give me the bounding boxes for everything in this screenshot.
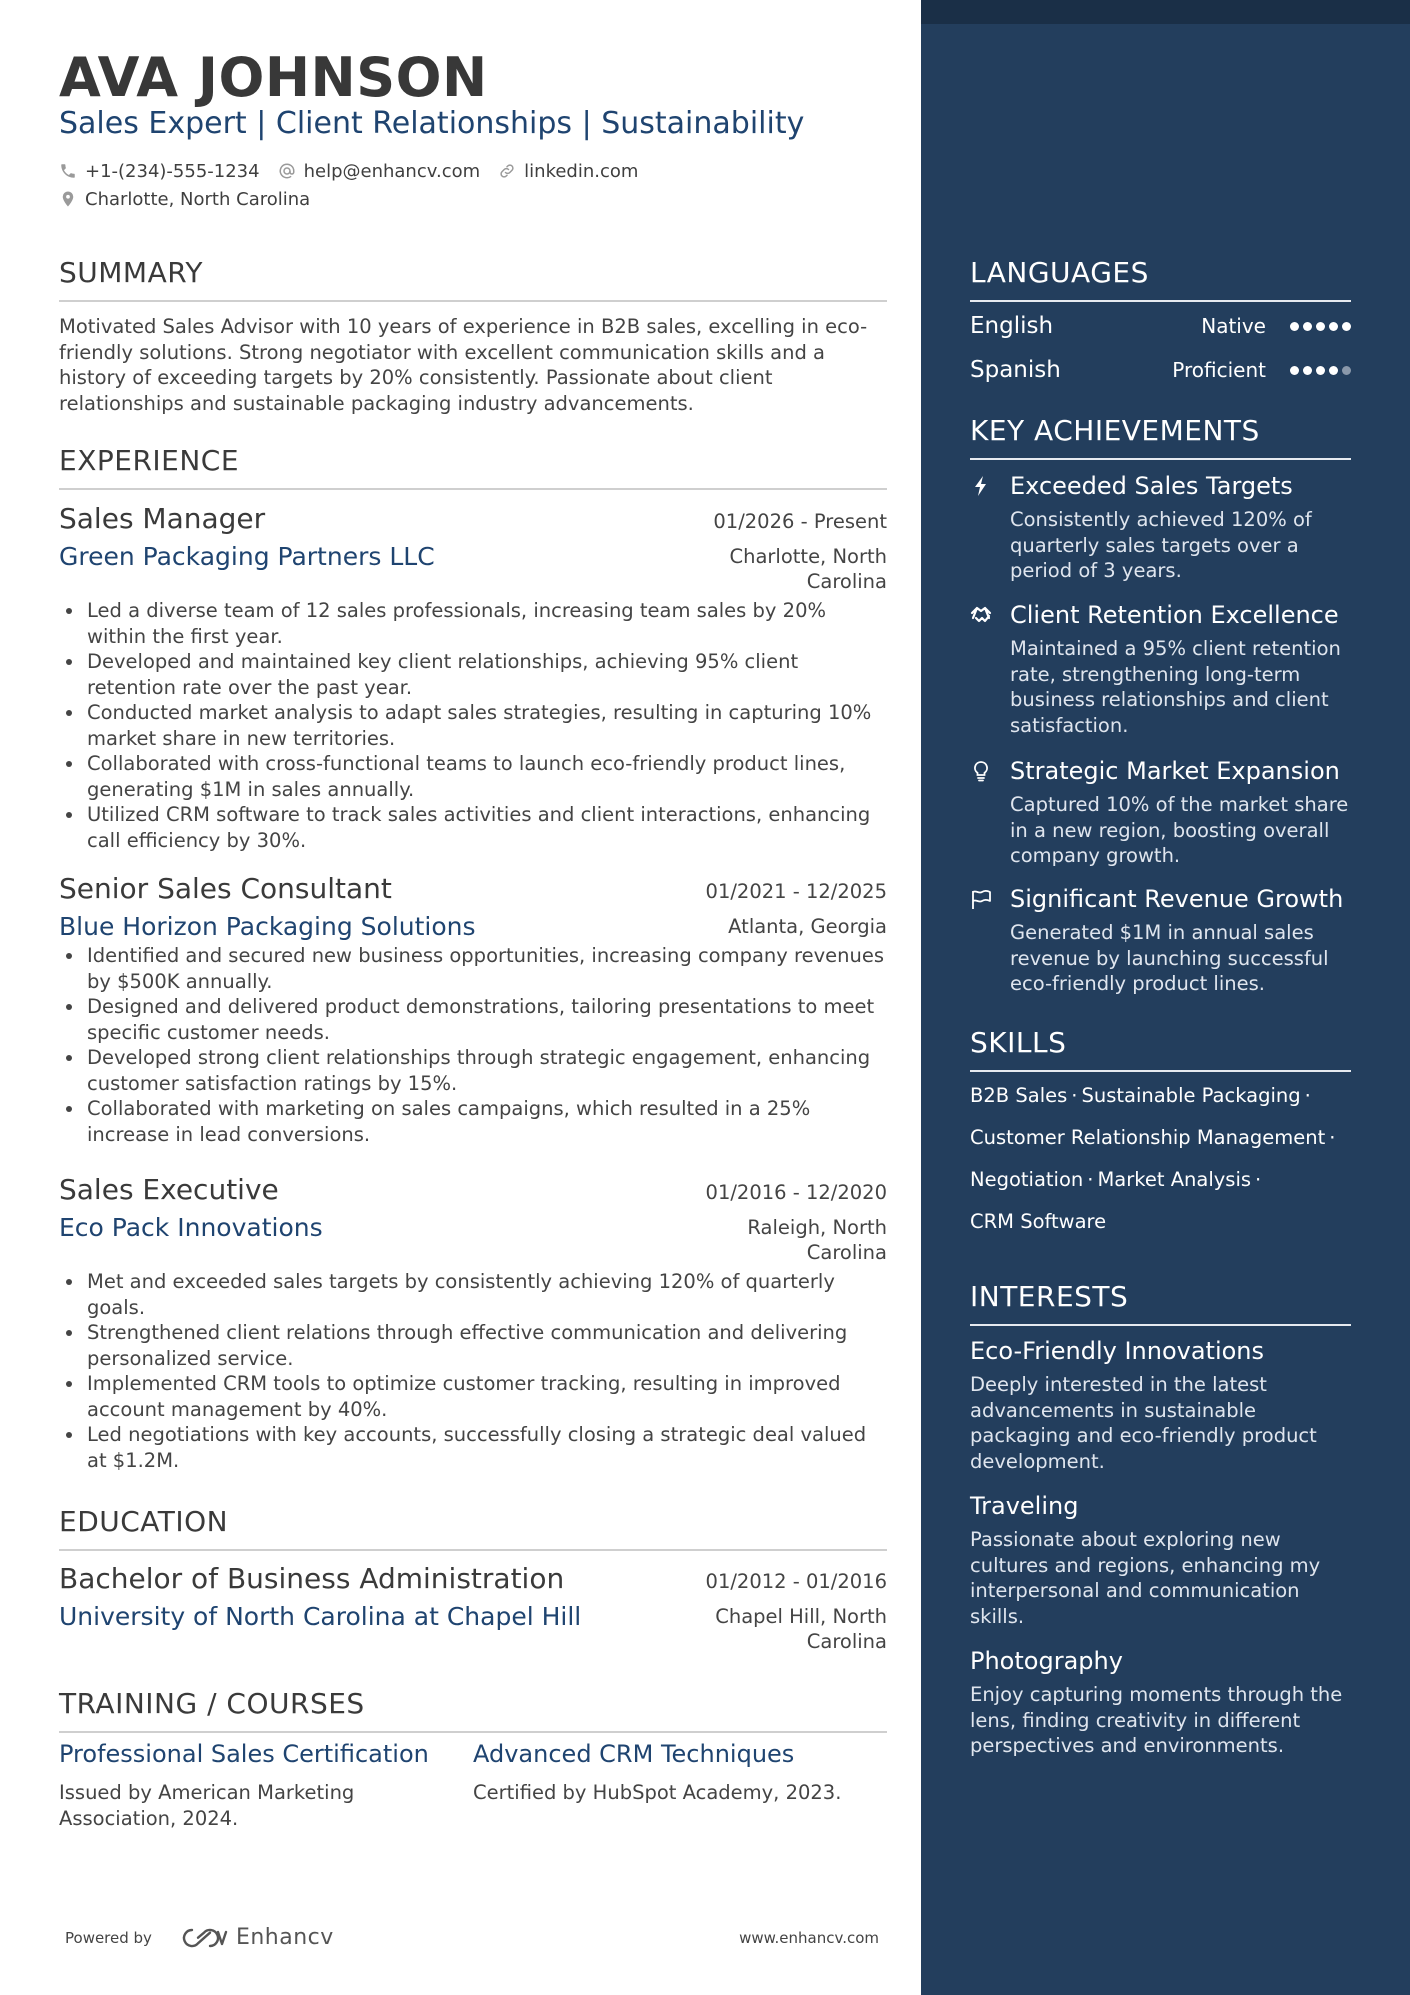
job-location: Atlanta, Georgia (728, 915, 887, 938)
job-bullet: Collaborated with cross-functional teams to launch eco-friendly product lines, generating $1M in sales annually. (59, 751, 887, 802)
job-bullet: Designed and delivered product demonstrations, tailoring presentations to meet specific customer needs. (59, 994, 887, 1045)
skills-list (970, 1081, 1351, 1249)
job-location: Raleigh, North Carolina (747, 1216, 887, 1264)
interest-title: Photography (970, 1647, 1123, 1675)
powered-by-label: Powered by (65, 1928, 152, 1947)
education-heading: EDUCATION (59, 1505, 887, 1551)
footer (65, 1925, 879, 1950)
achievement-item (970, 471, 1351, 584)
brand-name: Enhancv (235, 1925, 334, 1950)
achievement-item (970, 756, 1351, 869)
candidate-tagline: Sales Expert | Client Relationships | Sustainability (59, 106, 805, 141)
candidate-name: AVA JOHNSON (59, 46, 488, 109)
skill-separator: · (1304, 1084, 1311, 1107)
rating-dot (1290, 322, 1299, 331)
footer-url[interactable]: www.enhancv.com (739, 1928, 879, 1947)
phone-text: +1-(234)-555-1234 (85, 160, 260, 182)
language-name: Spanish (970, 357, 1061, 383)
job-bullets (59, 943, 887, 1147)
job-bullet: Identified and secured new business opportunities, increasing company revenues by $500K annually. (59, 943, 887, 994)
job-entry (59, 871, 887, 1147)
job-date: 01/2021 - 12/2025 (705, 880, 887, 903)
rating-dot (1290, 366, 1299, 375)
rating-dot (1342, 366, 1351, 375)
job-title: Sales Manager (59, 502, 266, 535)
skill-tag: Customer Relationship Management (970, 1126, 1326, 1149)
interest-title: Traveling (970, 1492, 1079, 1520)
language-rating (1286, 366, 1351, 375)
courses-list (59, 1738, 887, 1831)
sidebar (921, 0, 1410, 1995)
education-date: 01/2012 - 01/2016 (705, 1570, 887, 1593)
achievement-title: Client Retention Excellence (1010, 601, 1339, 629)
skill-tag: Market Analysis (1097, 1168, 1252, 1191)
enhancv-logo-icon (180, 1926, 228, 1950)
rating-dot (1303, 322, 1312, 331)
job-entry (59, 1172, 887, 1473)
rating-dot (1303, 366, 1312, 375)
contact-info (59, 158, 656, 214)
enhancv-logo[interactable] (180, 1925, 362, 1950)
job-bullet: Utilized CRM software to track sales activities and client interactions, enhancing call efficiency by 30%. (59, 802, 887, 853)
job-bullet: Conducted market analysis to adapt sales strategies, resulting in capturing 10% market share in new territories. (59, 700, 887, 751)
interest-item (970, 1646, 1351, 1759)
degree-title: Bachelor of Business Administration (59, 1562, 565, 1595)
skills-heading: SKILLS (970, 1026, 1351, 1072)
interest-desc: Deeply interested in the latest advancements in sustainable packaging and eco-friendly product development. (970, 1373, 1317, 1473)
course-title: Professional Sales Certification (59, 1740, 429, 1768)
school-location: Chapel Hill, North Carolina (715, 1605, 887, 1653)
job-bullet: Led negotiations with key accounts, successfully closing a strategic deal valued at $1.2M. (59, 1422, 887, 1473)
lightning-icon (970, 475, 992, 497)
rating-dot (1329, 366, 1338, 375)
skill-tag: CRM Software (970, 1210, 1107, 1233)
job-bullet: Implemented CRM tools to optimize customer tracking, resulting in improved account management by 40%. (59, 1371, 887, 1422)
skill-separator: · (1087, 1168, 1094, 1191)
language-level: Proficient (1172, 358, 1266, 382)
languages-heading: LANGUAGES (970, 256, 1351, 302)
achievement-title: Exceeded Sales Targets (1010, 472, 1293, 500)
at-icon (278, 162, 296, 180)
achievement-desc: Maintained a 95% client retention rate, strengthening long-term business relationships and client satisfaction. (1010, 637, 1341, 737)
linkedin-contact[interactable] (498, 161, 638, 182)
summary-heading: SUMMARY (59, 256, 887, 302)
rating-dot (1329, 322, 1338, 331)
skill-separator: · (1329, 1126, 1336, 1149)
location-contact (59, 189, 310, 210)
job-entry (59, 501, 887, 853)
skill-separator: · (1071, 1084, 1078, 1107)
achievement-desc: Generated $1M in annual sales revenue by launching successful eco-friendly product lines. (1010, 921, 1329, 995)
company-name: Eco Pack Innovations (59, 1213, 323, 1242)
language-level: Native (1201, 314, 1266, 338)
email-text: help@enhancv.com (303, 160, 481, 182)
experience-heading: EXPERIENCE (59, 444, 887, 490)
sidebar-top-band (921, 0, 1410, 24)
phone-icon (59, 162, 77, 180)
course-title: Advanced CRM Techniques (473, 1740, 795, 1768)
achievement-title: Significant Revenue Growth (1010, 885, 1344, 913)
education-entry (59, 1561, 887, 1654)
achievement-desc: Consistently achieved 120% of quarterly sales targets over a period of 3 years. (1010, 508, 1312, 582)
language-name: English (970, 313, 1054, 339)
rating-dot (1316, 366, 1325, 375)
job-bullets (59, 598, 887, 853)
company-name: Blue Horizon Packaging Solutions (59, 912, 476, 941)
location-text: Charlotte, North Carolina (85, 188, 311, 210)
training-heading: TRAINING / COURSES (59, 1687, 887, 1733)
summary-text: Motivated Sales Advisor with 10 years of experience in B2B sales, excelling in eco-friendly solutions. Strong negotiator with excellent communication skills and a history of exceeding targets by 20% consistently. Passionate about client relationships and sustainable packaging industry advancements. (59, 315, 868, 415)
skill-tag: Sustainable Packaging (1081, 1084, 1301, 1107)
interest-title: Eco-Friendly Innovations (970, 1337, 1265, 1365)
course-item (473, 1738, 887, 1831)
flag-icon (970, 888, 992, 910)
location-pin-icon (59, 190, 77, 208)
job-location: Charlotte, North Carolina (729, 545, 887, 593)
job-date: 01/2016 - 12/2020 (705, 1181, 887, 1204)
achievement-item (970, 600, 1351, 738)
achievement-title: Strategic Market Expansion (1010, 757, 1340, 785)
job-date: 01/2026 - Present (713, 510, 887, 533)
job-bullet: Developed strong client relationships through strategic engagement, enhancing customer satisfaction ratings by 15%. (59, 1045, 887, 1096)
interest-desc: Passionate about exploring new cultures and regions, enhancing my interpersonal and communication skills. (970, 1528, 1321, 1628)
handshake-icon (970, 604, 992, 626)
lightbulb-icon (970, 760, 992, 782)
skill-separator: · (1255, 1168, 1262, 1191)
link-icon (498, 162, 516, 180)
course-desc: Issued by American Marketing Association, 2024. (59, 1781, 355, 1830)
job-bullet: Developed and maintained key client relationships, achieving 95% client retention rate over the past year. (59, 649, 887, 700)
job-bullet: Led a diverse team of 12 sales professionals, increasing team sales by 20% within the first year. (59, 598, 887, 649)
course-item (59, 1738, 473, 1831)
rating-dot (1342, 322, 1351, 331)
language-row (970, 357, 1351, 383)
email-contact[interactable] (278, 161, 481, 182)
language-rating (1286, 322, 1351, 331)
job-bullets (59, 1269, 887, 1473)
skill-tag: B2B Sales (970, 1084, 1068, 1107)
job-bullet: Collaborated with marketing on sales campaigns, which resulted in a 25% increase in lead conversions. (59, 1096, 887, 1147)
company-name: Green Packaging Partners LLC (59, 542, 435, 571)
skill-tag: Negotiation (970, 1168, 1084, 1191)
interest-item (970, 1491, 1351, 1629)
interest-item (970, 1336, 1351, 1474)
rating-dot (1316, 322, 1325, 331)
job-bullet: Met and exceeded sales targets by consistently achieving 120% of quarterly goals. (59, 1269, 887, 1320)
achievements-heading: KEY ACHIEVEMENTS (970, 414, 1351, 460)
interests-heading: INTERESTS (970, 1280, 1351, 1326)
school-name: University of North Carolina at Chapel Hill (59, 1602, 582, 1631)
job-bullet: Strengthened client relations through effective communication and delivering personalized service. (59, 1320, 887, 1371)
interest-desc: Enjoy capturing moments through the lens, finding creativity in different perspectives and environments. (970, 1683, 1343, 1757)
language-row (970, 313, 1351, 339)
job-title: Sales Executive (59, 1173, 279, 1206)
achievement-item (970, 884, 1351, 997)
achievement-desc: Captured 10% of the market share in a new region, boosting overall company growth. (1010, 793, 1349, 867)
powered-by (65, 1925, 362, 1950)
link-text: linkedin.com (524, 160, 639, 182)
phone-contact[interactable] (59, 161, 260, 182)
course-desc: Certified by HubSpot Academy, 2023. (473, 1781, 842, 1804)
job-title: Senior Sales Consultant (59, 872, 392, 905)
